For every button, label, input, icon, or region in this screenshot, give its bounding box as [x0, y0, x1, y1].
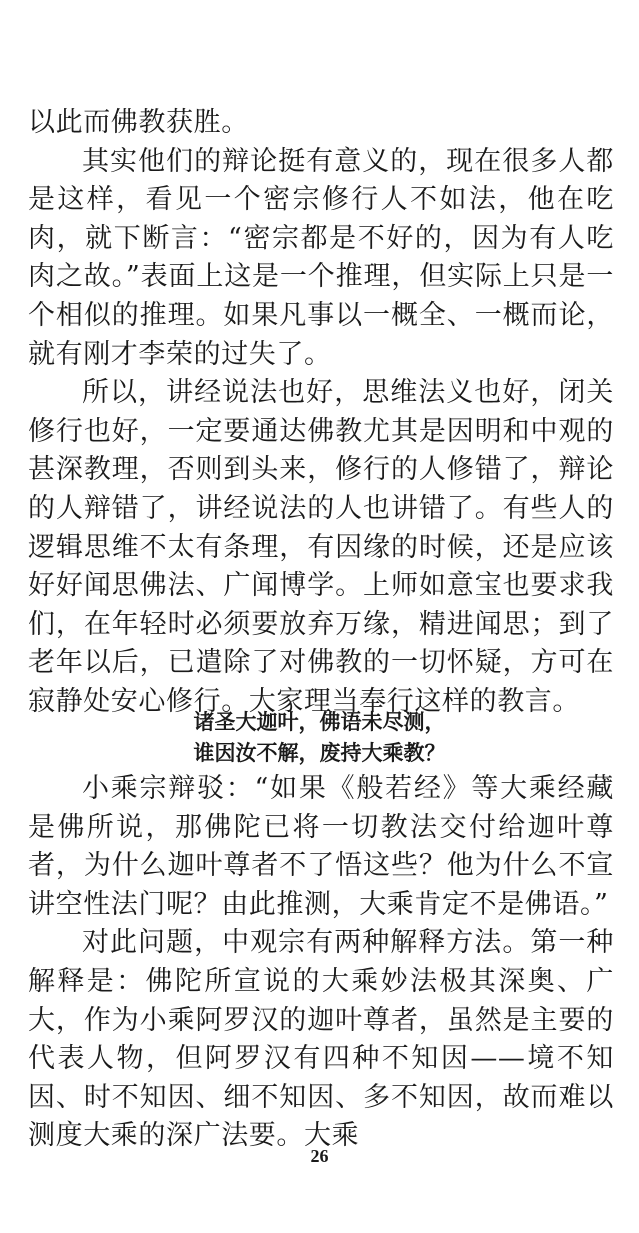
verse-quote — [0, 707, 639, 769]
page-number: 26 — [310, 1146, 329, 1166]
paragraph: 所以，讲经说法也好，思维法义也好，闭关修行也好，一定要通达佛教尤其是因明和中观的甚深教理，否则到头来，修行的人修错了，辩论的人辩错了，讲经说法的人也讲错了。有些人的逻辑思维不太有条理，有因缘的时候，还是应该好好闻思佛法、广闻博学。上师如意宝也要求我们，在年轻时必须要放弃万缘，精进闻思；到了老年以后，已遣除了对佛教的一切怀疑，方可在寂静处安心修行。大家理当奉行这样的教言。 — [28, 377, 614, 717]
body-text-upper — [28, 104, 614, 722]
paragraph: 对此问题，中观宗有两种解释方法。第一种解释是：佛陀所宣说的大乘妙法极其深奥、广大，作为小乘阿罗汉的迦叶尊者，虽然是主要的代表人物，但阿罗汉有四种不知因——境不知因、时不知因、细不知因、多不知因，故而难以测度大乘的深广法要。大乘 — [28, 927, 614, 1152]
verse-line-1: 诸圣大迦叶，佛语未尽测， — [193, 710, 446, 734]
paragraph: 小乘宗辩驳：“如果《般若经》等大乘经藏是佛所说，那佛陀已将一切教法交付给迦叶尊者，为什么迦叶尊者不了悟这些？他为什么不宣讲空性法门呢？由此推测，大乘肯定不是佛语。” — [28, 773, 614, 920]
body-text-lower — [28, 770, 614, 1156]
verse-line-2: 谁因汝不解，废持大乘教？ — [193, 741, 446, 765]
paragraph: 其实他们的辩论挺有意义的，现在很多人都是这样，看见一个密宗修行人不如法，他在吃肉，就下断言：“密宗都是不好的，因为有人吃肉之故。”表面上这是一个推理，但实际上只是一个相似的推理。如果凡事以一概全、一概而论，就有刚才李荣的过失了。 — [28, 145, 614, 370]
paragraph: 以此而佛教获胜。 — [28, 107, 249, 138]
